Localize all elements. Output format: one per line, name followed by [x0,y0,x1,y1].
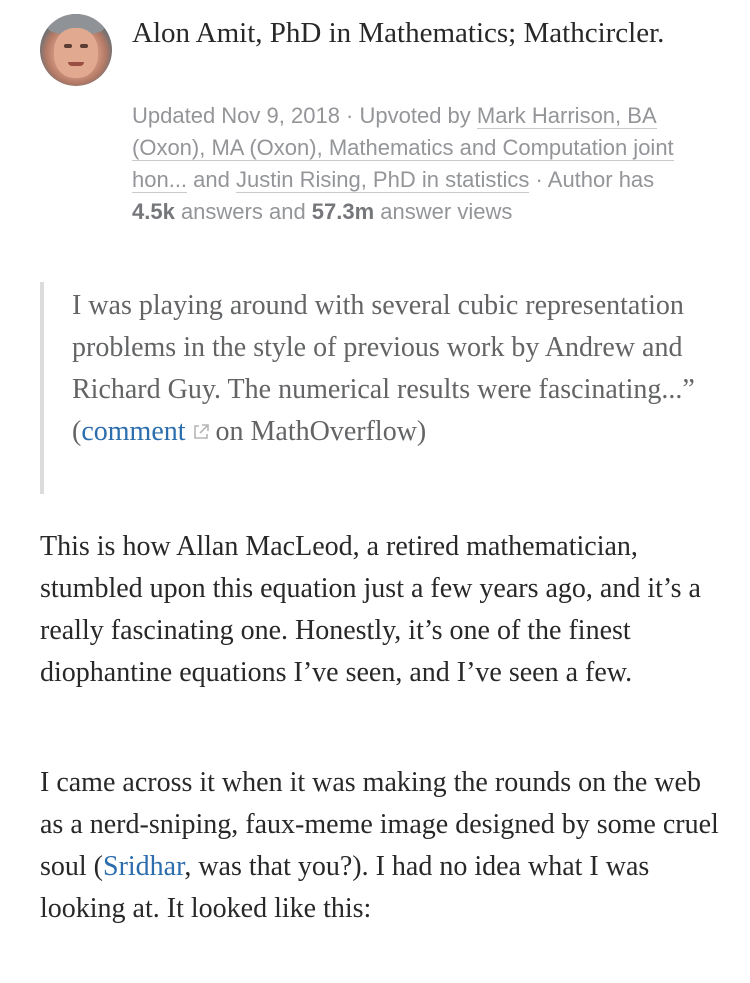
avatar[interactable] [40,14,112,86]
author-has-label: Author has [547,167,655,192]
author-name-link[interactable]: Alon Amit, PhD in Mathematics; Mathcircler. [132,17,665,49]
views-count: 57.3m [311,199,375,224]
upvoter-link-2[interactable]: Justin Rising, PhD in statistics [235,167,530,192]
upvoter-link-1[interactable]: Mark Harrison, BA (Oxon), MA (Oxon), Mathematics and Computation joint hon... [132,103,674,192]
quote-open-paren: ( [72,416,82,447]
upvoter-and: and [187,167,236,192]
avatar-face [54,28,98,78]
blockquote [40,282,710,494]
author-name[interactable] [132,14,692,52]
answer-meta [132,100,692,228]
upvoted-by-label: Upvoted by [359,103,477,128]
paragraph-text: I came across it when it was making the rounds on the web as a nerd-sniping, faux-meme image designed by some cruel soul ( [40,767,719,882]
views-label: answer views [374,199,513,224]
avatar-mouth [68,62,84,66]
meta-separator: · [339,103,360,128]
answers-count: 4.5k [132,199,175,224]
meta-separator: · [529,167,548,192]
comment-link[interactable]: comment [81,416,186,447]
quote-source: on MathOverflow) [215,416,427,447]
answers-and-label: answers and [174,199,312,224]
avatar-eye-left [64,44,72,48]
paragraph-text: , was that you?). I had no idea what I was looking at. It looked like this: [40,851,650,924]
body-paragraph-2 [40,762,730,930]
avatar-eye-right [80,44,88,48]
body-paragraph-1: This is how Allan MacLeod, a retired mathematician, stumbled upon this equation just a few years ago, and it’s a really fascinating one. Honestly, it’s one of the finest diophantine equations I’ve seen, and I’ve seen a few. [40,531,701,688]
quote-text: I was playing around with several cubic representation problems in the style of previous work by Andrew and Richard Guy. The numerical results were fascinating...” [72,290,695,405]
updated-date: Updated Nov 9, 2018 [132,103,340,128]
sridhar-link[interactable]: Sridhar [103,851,185,882]
external-link-icon[interactable] [192,423,210,441]
